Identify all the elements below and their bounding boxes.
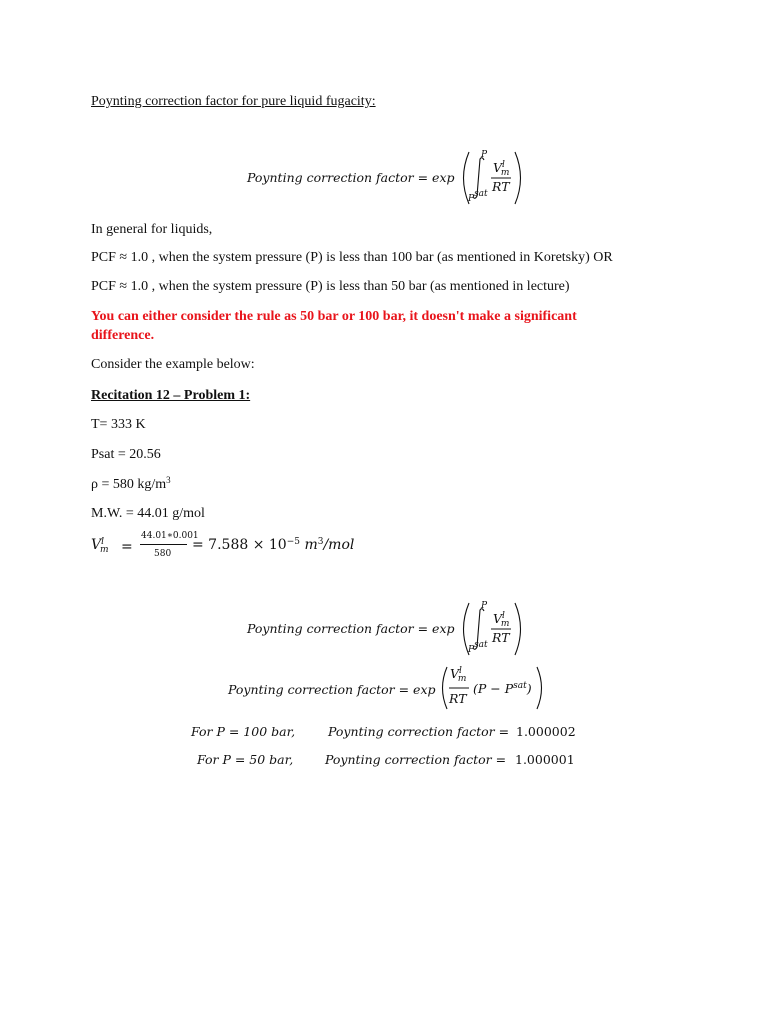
result-label: Poynting correction factor = [328, 724, 510, 739]
heading: Poynting correction factor for pure liquid fugacity: [91, 94, 376, 109]
vm-lhs: $V^l_m$ [91, 537, 109, 555]
pressure-difference: $(P - P^{sat})$ [473, 681, 532, 696]
general-text: In general for liquids, [91, 222, 213, 237]
pcf-koretsky-text: PCF ≈ 1.0 , when the system pressure (P) is less than 100 bar (as mentioned in Koretsky) OR [91, 250, 613, 265]
pcf-label: Poynting correction factor = exp [247, 621, 455, 636]
pcf-label: Poynting correction factor = exp [228, 682, 436, 697]
vm-denominator: 580 [154, 549, 172, 559]
vm-fraction-bar [140, 544, 187, 545]
result-condition: For P = 50 bar, [197, 752, 294, 767]
integral-upper-limit: P [481, 150, 488, 160]
result-label: Poynting correction factor = [325, 752, 507, 767]
note-line-1: You can either consider the rule as 50 bar or 100 bar, it doesn't make a significant [91, 309, 577, 324]
frac-denominator: RT [492, 179, 510, 194]
frac-numerator: $V^l_m$ [450, 666, 467, 684]
given-psat: Psat = 20.56 [91, 447, 161, 462]
given-density: ρ = 580 $kg/m^3$ [91, 475, 171, 492]
integral-lower-limit: $P^{sat}$ [468, 189, 488, 204]
given-molar-mass: M.W. = 44.01 g/mol [91, 506, 205, 521]
vm-numerator: 44.01∗0.001 [141, 531, 199, 541]
integral-lower-limit: $P^{sat}$ [468, 640, 488, 655]
consider-text: Consider the example below: [91, 357, 255, 372]
given-temperature: T= 333 K [91, 417, 146, 432]
frac-denominator: RT [492, 630, 510, 645]
frac-numerator: $V^l_m$ [493, 160, 510, 178]
vm-equals: = [121, 539, 133, 555]
frac-numerator: $V^l_m$ [493, 611, 510, 629]
recitation-title: Recitation 12 – Problem 1: [91, 388, 251, 403]
integral-upper-limit: P [481, 601, 488, 611]
frac-denominator: RT [449, 691, 467, 706]
result-value: 1.000002 [516, 724, 576, 739]
pcf-label: Poynting correction factor = exp [247, 170, 455, 185]
result-condition: For P = 100 bar, [191, 724, 296, 739]
vm-result: = $7.588 \times 10^{-5}$ $m^3$/mol [192, 537, 355, 553]
result-value: 1.000001 [515, 752, 575, 767]
note-line-2: difference. [91, 328, 155, 343]
pcf-lecture-text: PCF ≈ 1.0 , when the system pressure (P) is less than 50 bar (as mentioned in lecture) [91, 279, 570, 294]
